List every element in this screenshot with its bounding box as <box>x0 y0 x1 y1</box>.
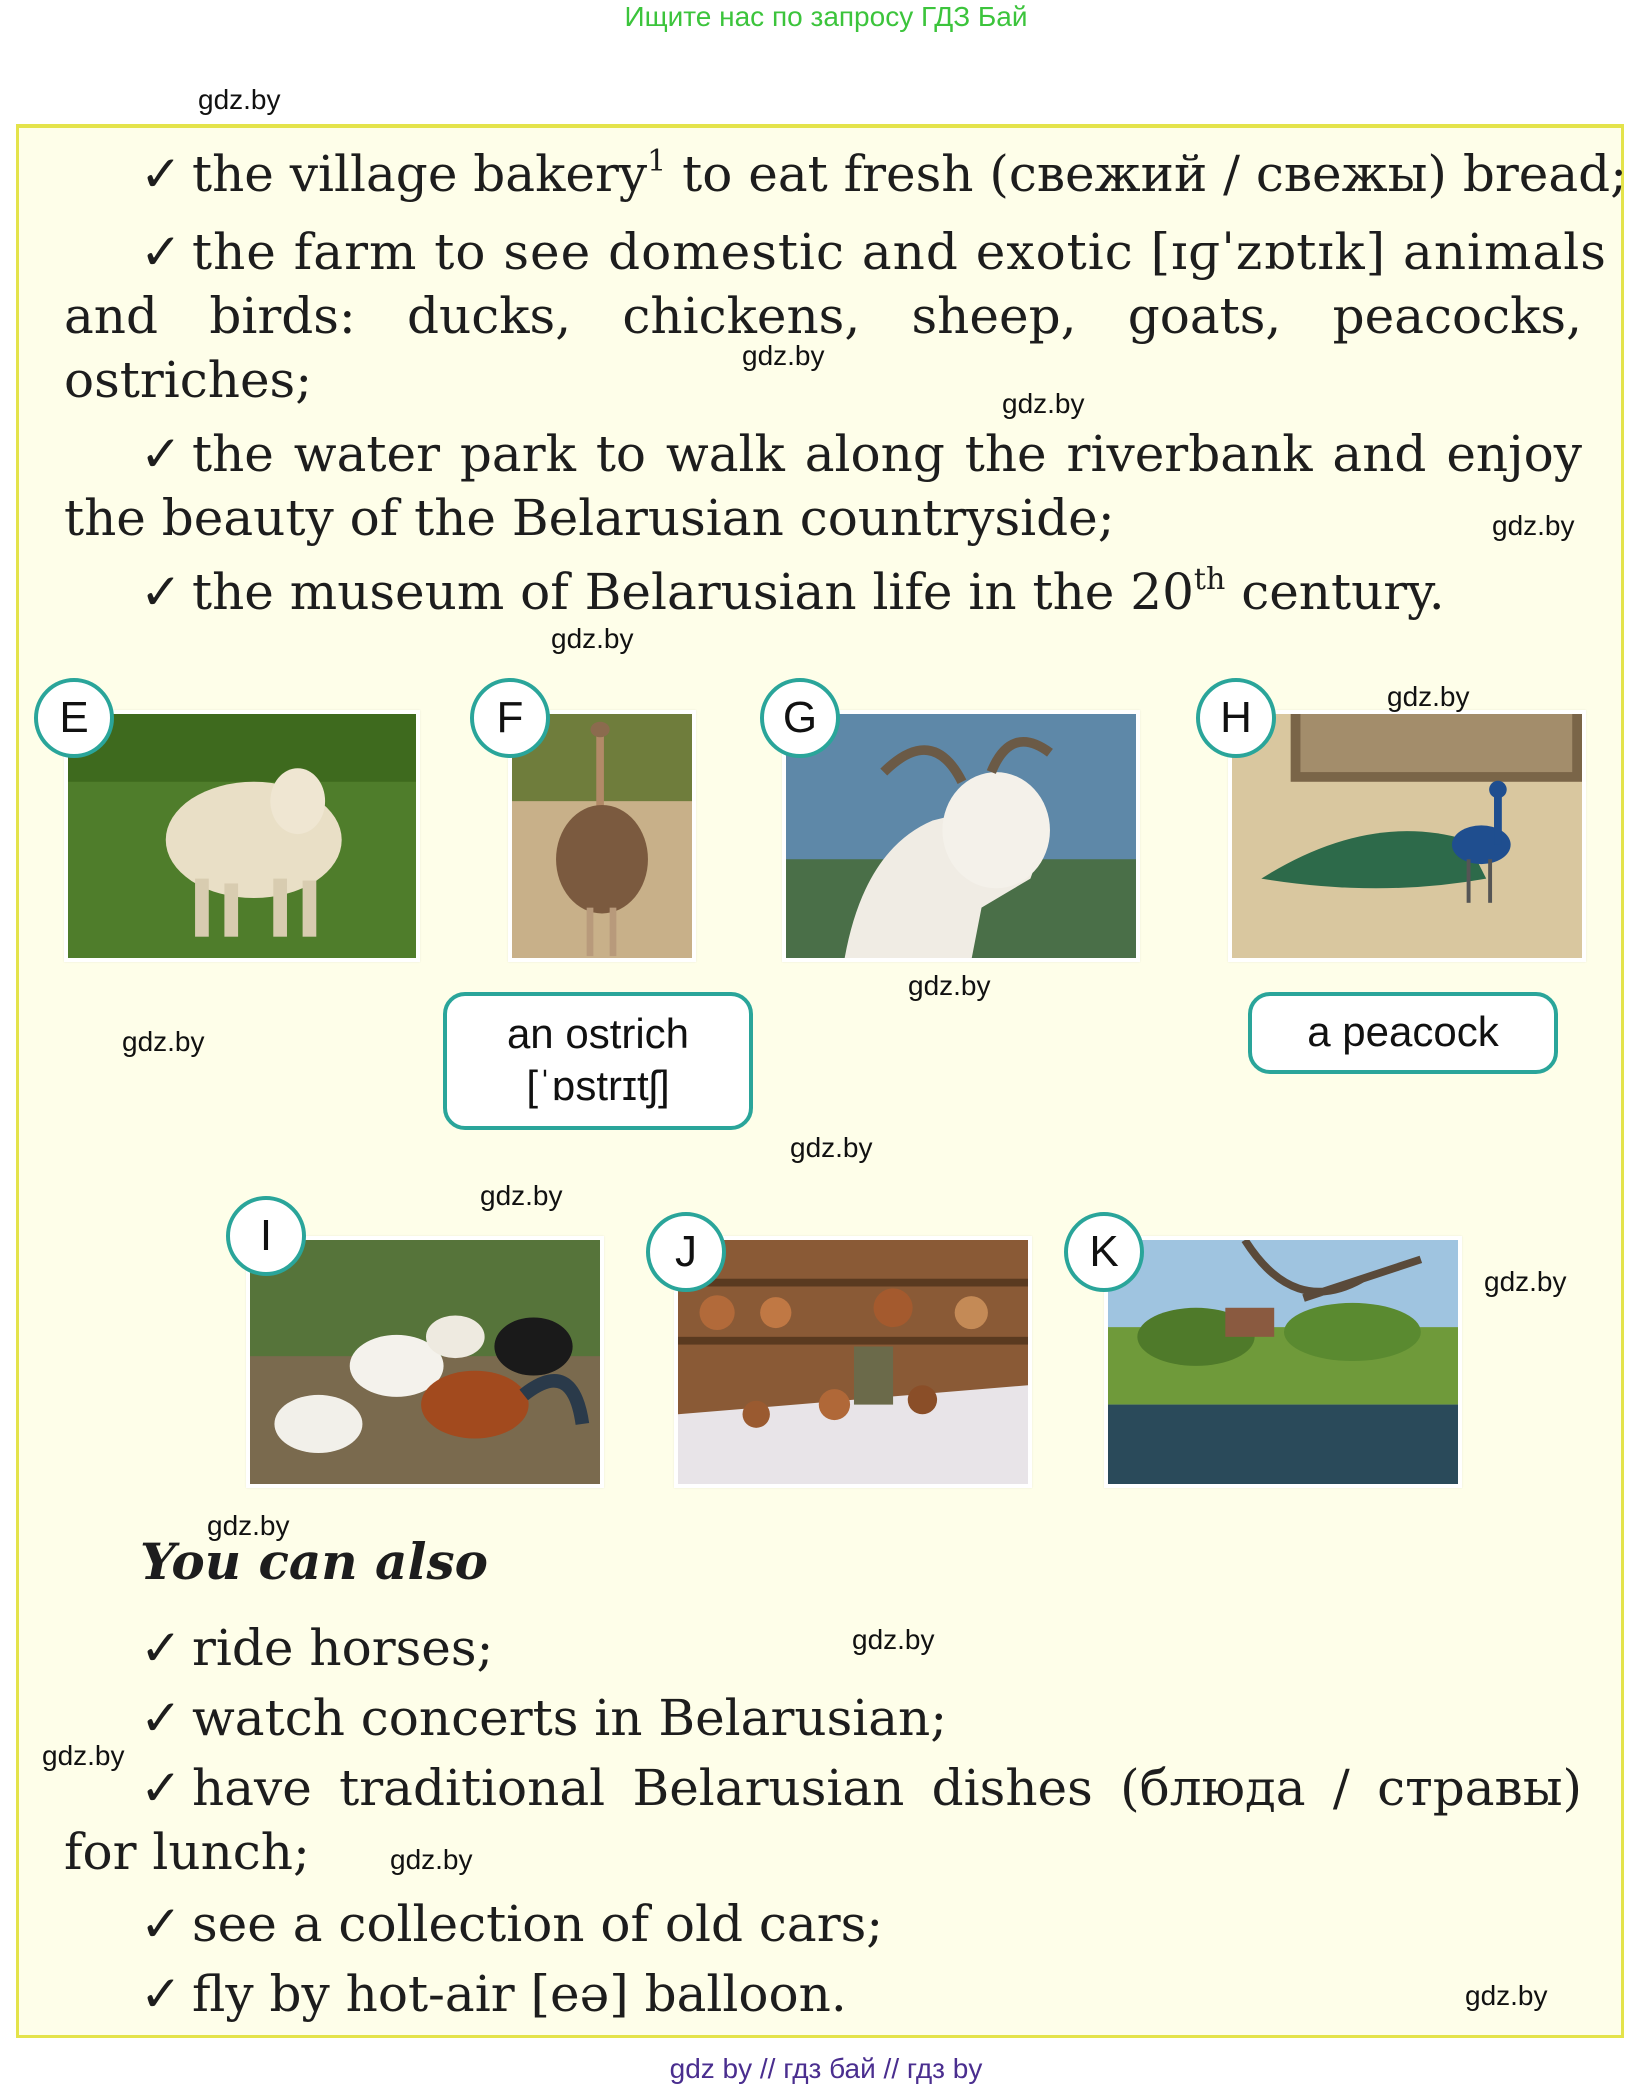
peacock-photo <box>1228 710 1586 962</box>
check-icon: ✓ <box>140 145 182 203</box>
also-heading: You can also <box>140 1532 488 1591</box>
watermark: gdz.by <box>480 1180 563 1211</box>
photo-label-e: E <box>34 678 114 758</box>
check-icon: ✓ <box>140 563 182 621</box>
sheep-photo <box>64 710 420 962</box>
watermark: gdz.by <box>551 623 634 654</box>
check-icon: ✓ <box>140 1895 182 1953</box>
pottery-photo <box>674 1236 1032 1488</box>
watermark: gdz.by <box>852 1624 935 1655</box>
item-balloon: ✓ fly by hot-air [eə] balloon. <box>140 1965 847 2023</box>
exercise-panel <box>16 124 1624 2038</box>
watermark: gdz.by <box>1465 1980 1548 2011</box>
footer-banner: gdz by // гдз бай // гдз by <box>669 2053 983 2084</box>
item-ride: ✓ ride horses; <box>140 1619 494 1677</box>
check-icon: ✓ <box>140 1759 182 1817</box>
photo-label-h: H <box>1196 678 1276 758</box>
poultry-photo <box>246 1236 604 1488</box>
photo-label-k: K <box>1064 1212 1144 1292</box>
item-bakery: ✓ the village bakery$^1$ to eat fresh (свежий / свежы) bread; <box>140 144 1627 203</box>
photo-label-i: I <box>226 1196 306 1276</box>
check-icon: ✓ <box>140 1965 182 2023</box>
check-icon: ✓ <box>140 1689 182 1747</box>
item-cars: ✓ see a collection of old cars; <box>140 1895 884 1953</box>
item-concerts: ✓ watch concerts in Belarusian; <box>140 1689 948 1747</box>
watermark: gdz.by <box>207 1510 290 1541</box>
item-dishes-line2: for lunch; <box>64 1823 310 1881</box>
watermark: gdz.by <box>42 1740 125 1771</box>
item-farm-line2: and birds: ducks, chickens, sheep, goats, peacocks, <box>64 287 1582 345</box>
watermark: gdz.by <box>742 340 825 371</box>
watermark: gdz.by <box>1002 388 1085 419</box>
item-dishes-line1: ✓ have traditional Belarusian dishes (блюда / стравы) <box>140 1759 1582 1817</box>
item-water-line1: ✓ the water park to walk along the riverbank and enjoy <box>140 425 1582 483</box>
watermark: gdz.by <box>198 84 281 115</box>
watermark: gdz.by <box>122 1026 205 1057</box>
park-photo <box>1104 1236 1462 1488</box>
photo-label-f: F <box>470 678 550 758</box>
check-icon: ✓ <box>140 223 183 281</box>
watermark: gdz.by <box>790 1132 873 1163</box>
watermark: gdz.by <box>908 970 991 1001</box>
watermark: gdz.by <box>1484 1266 1567 1297</box>
watermark: gdz.by <box>390 1844 473 1875</box>
item-farm-line3: ostriches; <box>64 351 313 409</box>
ostrich-transcription: [ˈɒstrɪtʃ] <box>526 1062 670 1109</box>
watermark: gdz.by <box>1492 510 1575 541</box>
item-water-line2: the beauty of the Belarusian countryside; <box>64 489 1115 547</box>
check-icon: ✓ <box>140 1619 182 1677</box>
item-museum: ✓ the museum of Belarusian life in the 20th century. <box>140 562 1445 621</box>
goat-photo <box>782 710 1140 962</box>
photo-label-g: G <box>760 678 840 758</box>
ostrich-word: an ostrich <box>506 1010 690 1057</box>
search-hint-banner: Ищите нас по запросу ГДЗ Бай <box>624 1 1028 32</box>
watermark: gdz.by <box>1387 681 1470 712</box>
peacock-label <box>1248 992 1558 1074</box>
peacock-word: a peacock <box>1307 1008 1499 1055</box>
photo-label-j: J <box>646 1212 726 1292</box>
check-icon: ✓ <box>140 425 182 483</box>
item-farm-line1: ✓ the farm to see domestic and exotic [ɪɡˈzɒtɪk] animals <box>140 223 1607 281</box>
ostrich-label <box>443 992 753 1130</box>
